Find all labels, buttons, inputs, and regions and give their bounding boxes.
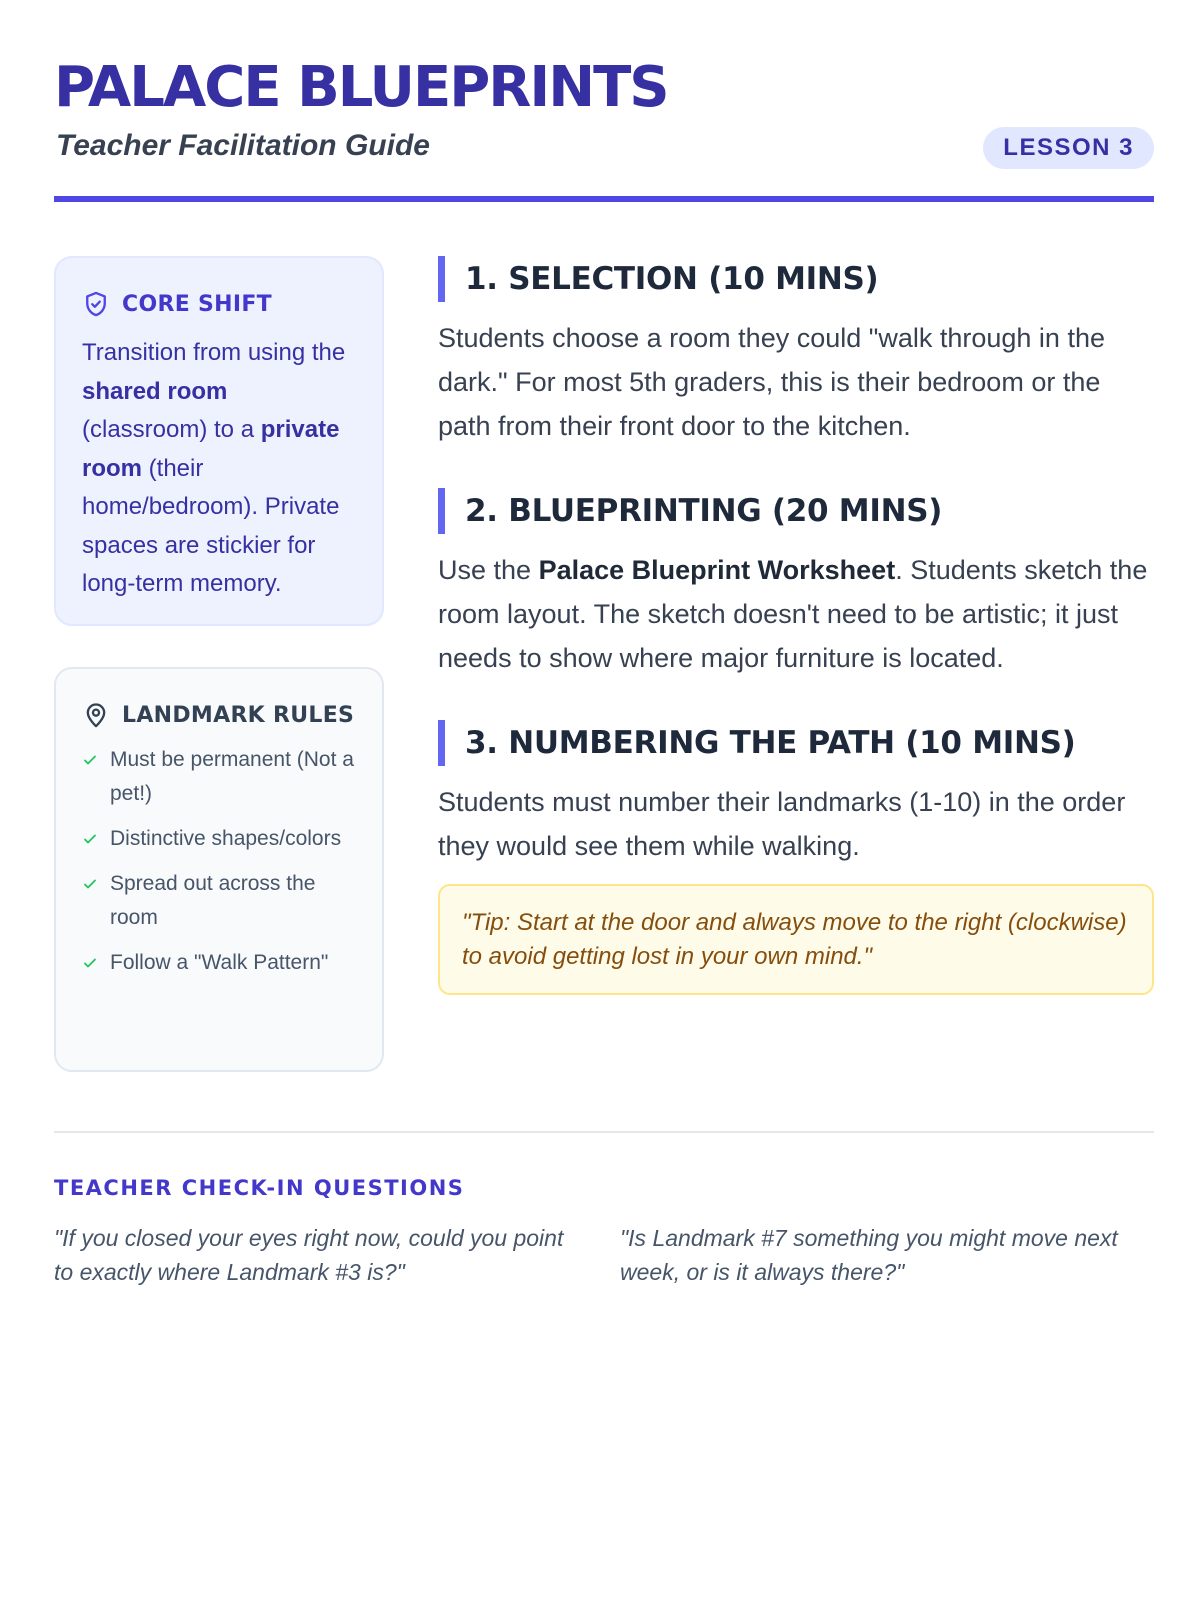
lesson-badge: LESSON 3: [983, 127, 1154, 169]
core-shift-card: [54, 256, 384, 626]
section-divider: [54, 1131, 1154, 1133]
worksheet-name: Palace Blueprint Worksheet: [538, 555, 896, 585]
step-numbering: [438, 720, 1154, 868]
check-icon: [82, 822, 100, 856]
step-selection: [438, 256, 1154, 448]
landmark-rules-title: LANDMARK RULES: [122, 702, 355, 728]
landmark-rules-header: [82, 697, 356, 733]
core-shift-header: [82, 286, 356, 322]
step-body: Students choose a room they could "walk through in the dark." For most 5th graders, this is their bedroom or the path from their front door to the kitchen.: [438, 323, 1105, 441]
rule-text: Distinctive shapes/colors: [110, 827, 342, 850]
check-in-title: TEACHER CHECK-IN QUESTIONS: [54, 1176, 465, 1200]
landmark-rules-list: [82, 743, 356, 980]
check-icon: [82, 867, 100, 901]
page-subtitle: Teacher Facilitation Guide: [56, 129, 430, 162]
step-heading: 3. NUMBERING THE PATH (10 MINS): [438, 720, 1154, 766]
step-body: Use the Palace Blueprint Worksheet. Students sketch the room layout. The sketch doesn't need to be artistic; it just needs to show where major furniture is located.: [438, 555, 1148, 673]
rule-text: Spread out across the room: [110, 872, 316, 929]
shield-check-icon: [82, 290, 110, 318]
page-header: [54, 54, 1154, 202]
list-item: [82, 822, 356, 856]
step-blueprinting: [438, 488, 1154, 680]
step-body: Students must number their landmarks (1-10) in the order they would see them while walking.: [438, 787, 1126, 861]
guide-page: [54, 0, 1154, 1600]
check-in-question: "Is Landmark #7 something you might move next week, or is it always there?": [620, 1225, 1118, 1285]
map-pin-icon: [82, 701, 110, 729]
core-shift-text: Transition from using the shared room (classroom) to a private room (their home/bedroom). Private spaces are stickier for long-term memory.: [82, 339, 346, 597]
check-icon: [82, 743, 100, 777]
landmark-rules-card: [54, 667, 384, 1072]
check-icon: [82, 946, 100, 980]
rule-text: Follow a "Walk Pattern": [110, 951, 329, 974]
core-shift-title: CORE SHIFT: [122, 291, 272, 317]
page-title: PALACE BLUEPRINTS: [54, 55, 668, 120]
list-item: [82, 867, 356, 935]
list-item: [82, 946, 356, 980]
step-heading: 2. BLUEPRINTING (20 MINS): [438, 488, 1154, 534]
check-in-question: "If you closed your eyes right now, could you point to exactly where Landmark #3 is?": [54, 1225, 564, 1285]
tip-callout: "Tip: Start at the door and always move to the right (clockwise) to avoid getting lost in your own mind.": [438, 884, 1154, 995]
step-heading: 1. SELECTION (10 MINS): [438, 256, 1154, 302]
list-item: [82, 743, 356, 811]
rule-text: Must be permanent (Not a pet!): [110, 748, 354, 805]
